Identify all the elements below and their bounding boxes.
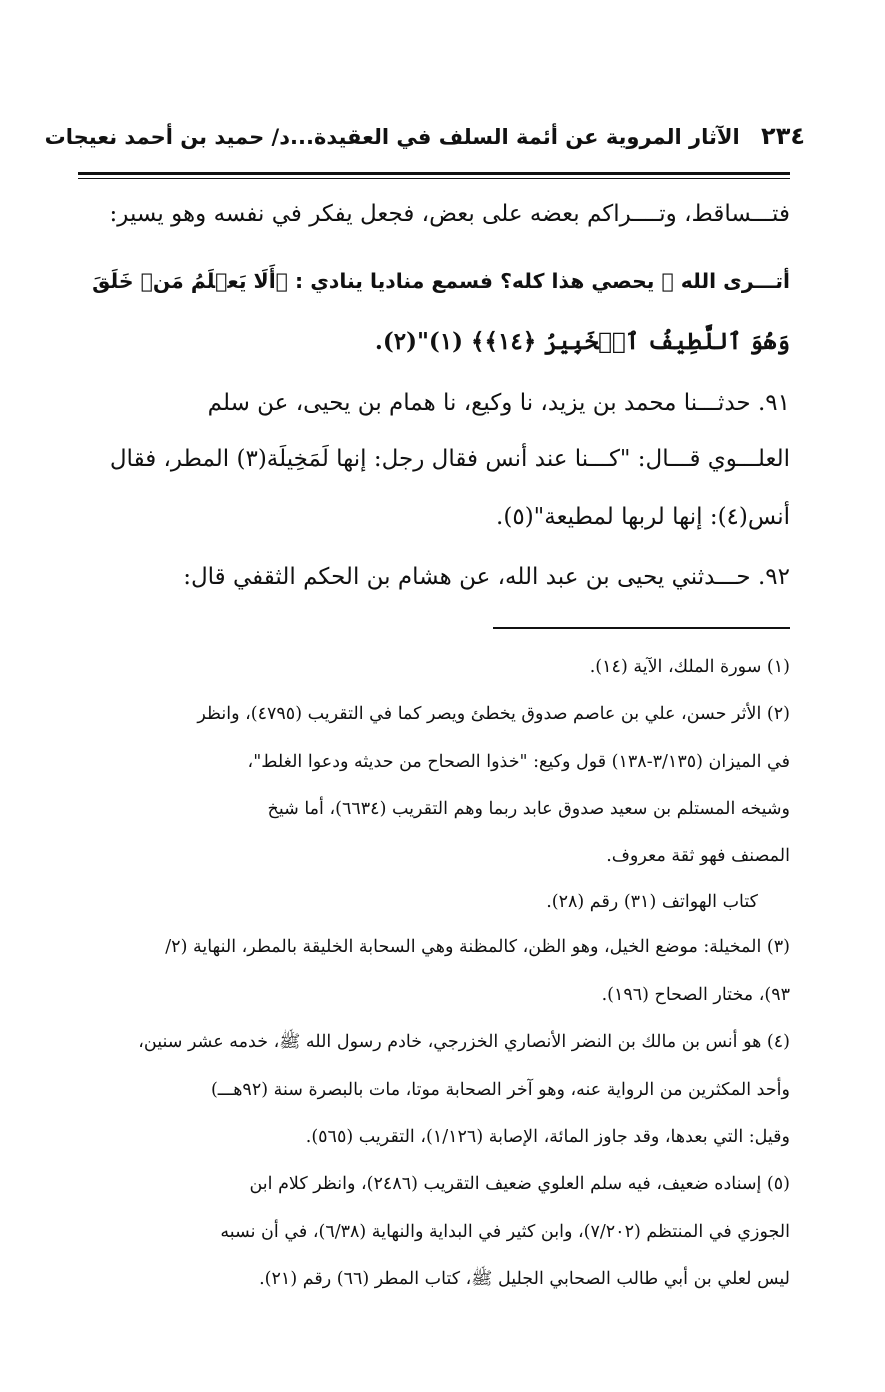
footnote-line: ليس لعلي بن أبي طالب الصحابي الجليل ﷺ، كتاب المطر (٦٦) رقم (٢١). bbox=[259, 1269, 790, 1289]
footnote-line: المصنف فهو ثقة معروف. bbox=[606, 846, 790, 866]
header-title: الآثار المروية عن أئمة السلف في العقيدة...د/ حميد بن أحمد نعيجات bbox=[44, 125, 740, 149]
body-line: ٩١. حدثـــنا محمد بن يزيد، نا وكيع، نا همام بن يحيى، عن سلم bbox=[207, 390, 790, 416]
body-line: أنس(٤): إنها لربها لمطيعة"(٥). bbox=[496, 504, 790, 530]
footnote-separator bbox=[493, 627, 790, 629]
page-number: ٢٣٤ bbox=[761, 122, 805, 150]
footnote-line: (٥) إسناده ضعيف، فيه سلم العلوي ضعيف التقريب (٢٤٨٦)، وانظر كلام ابن bbox=[249, 1174, 790, 1194]
body-line: ٩٢. حـــدثني يحيى بن عبد الله، عن هشام بن الحكم الثقفي قال: bbox=[183, 564, 790, 590]
footnote-line: وقيل: التي بعدها، وقد جاوز المائة، الإصابة (١/١٢٦)، التقريب (٥٦٥). bbox=[305, 1127, 790, 1147]
body-line: فتـــساقط، وتــــراكم بعضه على بعض، فجعل يفكر في نفسه وهو يسير: bbox=[109, 201, 790, 227]
footnote-line: وأحد المكثرين من الرواية عنه، وهو آخر الصحابة موتا، مات بالبصرة سنة (٩٢هـــ) bbox=[210, 1080, 790, 1100]
footnote-line: (٤) هو أنس بن مالك بن النضر الأنصاري الخزرجي، خادم رسول الله ﷺ، خدمه عشر سنين، bbox=[138, 1032, 790, 1052]
body-line: وَهُوَ ٱللَّطِيفُ ٱلۡخَبِيرُ ﴿١٤﴾﴾ (١)"(٢). bbox=[374, 328, 790, 355]
footnote-line: كتاب الهواتف (٣١) رقم (٢٨). bbox=[546, 892, 758, 912]
footnote-line: وشيخه المستلم بن سعيد صدوق عابد ربما وهم التقريب (٦٦٣٤)، أما شيخ bbox=[267, 799, 790, 819]
footnote-line: ٩٣)، مختار الصحاح (١٩٦). bbox=[601, 985, 790, 1005]
footnote-line: (١) سورة الملك، الآية (١٤). bbox=[589, 657, 790, 677]
footnote-line: في الميزان (٣/١٣٥-١٣٨) قول وكيع: "خذوا الصحاح من حديثه ودعوا الغلط"، bbox=[247, 752, 790, 772]
footnote-line: (٣) المخيلة: موضع الخيل، وهو الظن، كالمظنة وهي السحابة الخليقة بالمطر، النهاية (٢/ bbox=[165, 937, 790, 957]
footnote-line: (٢) الأثر حسن، علي بن عاصم صدوق يخطئ ويصر كما في التقريب (٤٧٩٥)، وانظر bbox=[197, 704, 790, 724]
body-line: العلـــوي قـــال: "كـــنا عند أنس فقال رجل: إنها لَمَخِيلَة(٣) المطر، فقال bbox=[109, 446, 790, 472]
body-line: أتـــرى الله ﷻ يحصي هذا كله؟ فسمع مناديا ينادي : ﴿أَلَا يَعۡلَمُ مَنۡ خَلَقَ bbox=[92, 269, 790, 293]
header-rule-thick bbox=[78, 172, 790, 175]
footnote-line: الجوزي في المنتظم (٧/٢٠٢)، وابن كثير في البداية والنهاية (٦/٣٨)، في أن نسبه bbox=[220, 1222, 790, 1242]
header-rule-thin bbox=[78, 178, 790, 179]
running-header bbox=[44, 122, 805, 162]
